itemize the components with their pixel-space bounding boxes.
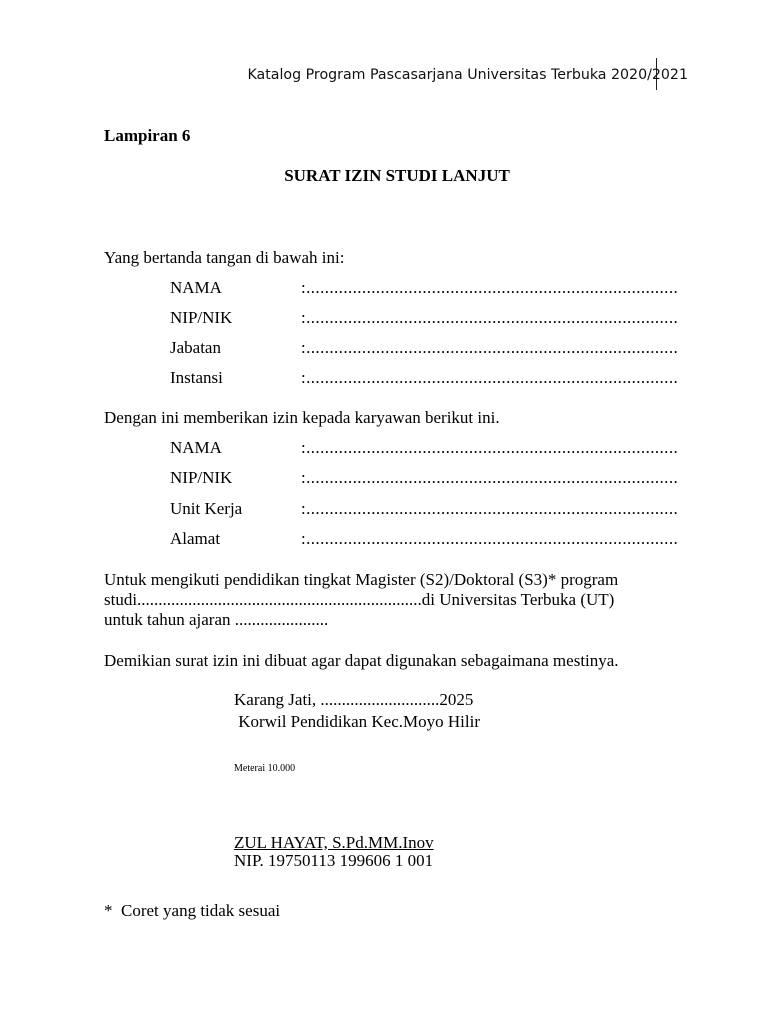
- field-label: Instansi: [170, 368, 223, 387]
- study-paragraph-line-1: Untuk mengikuti pendidikan tingkat Magister (S2)/Doktoral (S3)* program: [104, 570, 619, 589]
- field-label: NAMA: [170, 438, 222, 457]
- signer-name: ZUL HAYAT, S.Pd.MM.Inov: [234, 833, 434, 852]
- signer-nip: NIP. 19750113 199606 1 001: [234, 851, 434, 870]
- field-label: Unit Kerja: [170, 499, 243, 518]
- permission-text: Dengan ini memberikan izin kepada karyawan berikut ini.: [104, 408, 500, 427]
- document-title: SURAT IZIN STUDI LANJUT: [284, 166, 510, 185]
- field-blank: :................................................................................: [301, 499, 679, 518]
- field-label: NAMA: [170, 278, 222, 297]
- field-label: NIP/NIK: [170, 308, 233, 327]
- field-blank: :................................................................................: [301, 308, 679, 327]
- field-blank: :................................................................................: [301, 278, 679, 297]
- field-label: Jabatan: [170, 338, 221, 357]
- field-blank: :................................................................................: [301, 368, 679, 387]
- footnote: * Coret yang tidak sesuai: [104, 901, 281, 920]
- signer-position: Korwil Pendidikan Kec.Moyo Hilir: [234, 712, 480, 731]
- intro-text: Yang bertanda tangan di bawah ini:: [104, 248, 345, 267]
- catalog-header: Katalog Program Pascasarjana Universitas Terbuka 2020/2021: [247, 67, 688, 83]
- field-label: NIP/NIK: [170, 468, 233, 487]
- field-blank: :................................................................................: [301, 338, 679, 357]
- appendix-label: Lampiran 6: [104, 126, 191, 145]
- place-date: Karang Jati, ............................2025: [234, 690, 474, 709]
- field-label: Alamat: [170, 529, 221, 548]
- study-paragraph-line-3: untuk tahun ajaran ......................: [104, 610, 329, 629]
- stamp-duty-label: Meterai 10.000: [234, 763, 296, 774]
- closing-text: Demikian surat izin ini dibuat agar dapat digunakan sebagaimana mestinya.: [104, 651, 619, 670]
- field-blank: :................................................................................: [301, 438, 679, 457]
- field-blank: :................................................................................: [301, 468, 679, 487]
- field-blank: :................................................................................: [301, 529, 679, 548]
- study-paragraph-line-2: studi...................................................................di Universitas Terbuka (UT): [104, 590, 615, 609]
